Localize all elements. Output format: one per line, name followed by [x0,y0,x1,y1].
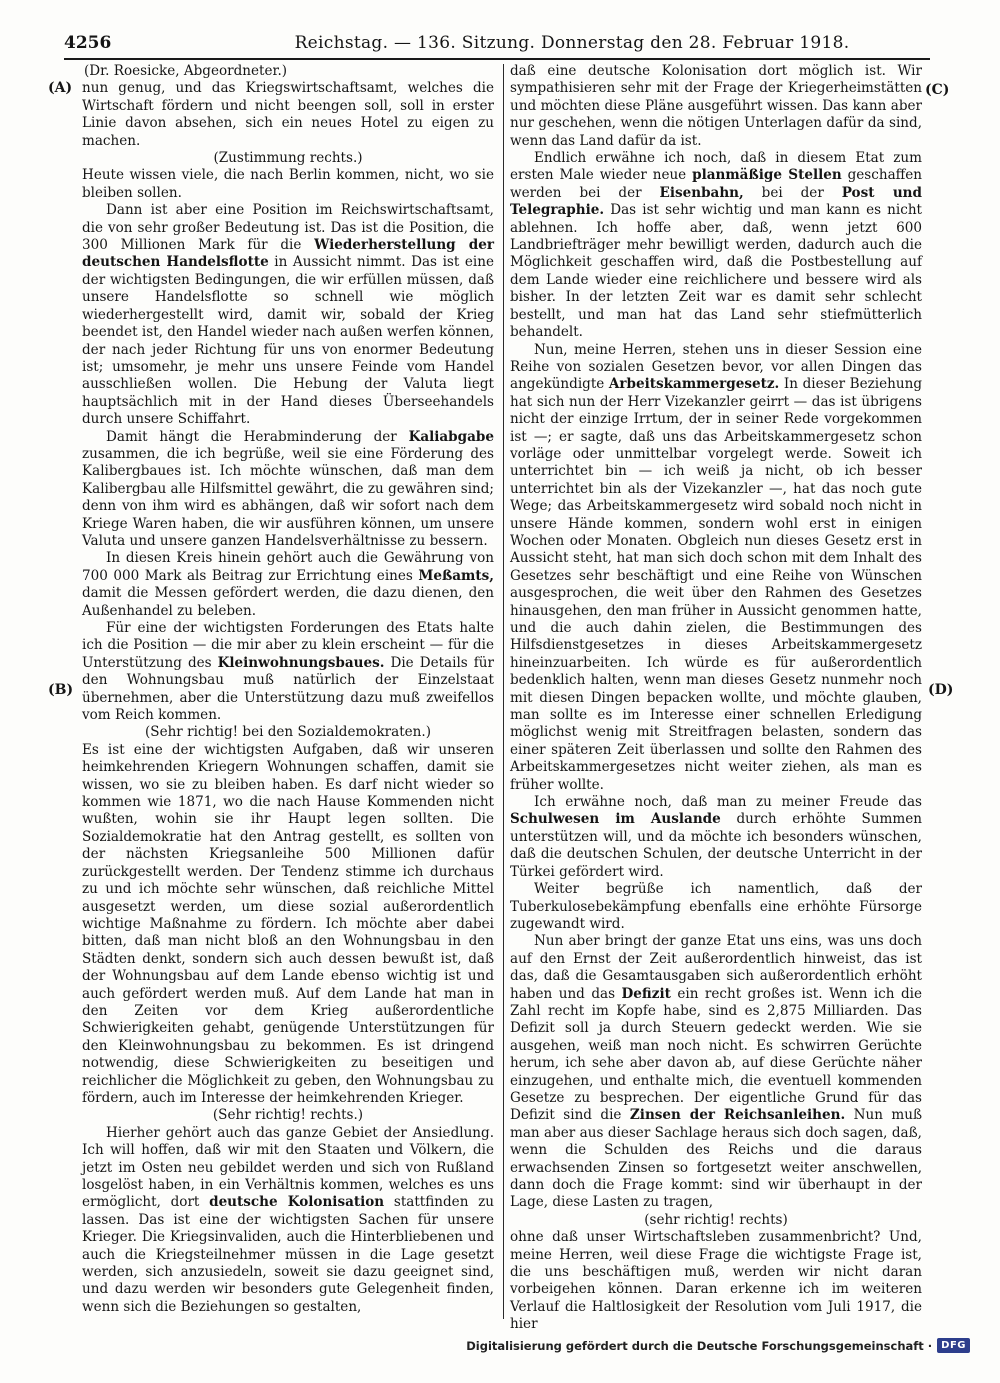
paragraph: In diesen Kreis hinein gehört auch die Gewährung von 700 000 Mark als Beitrag zur Errichtung eines Meßamts, damit die Messen gefördert werden, die dazu dienen, den Außenhandel zu beleben. [82,550,494,619]
dfg-logo: DFG [937,1338,970,1353]
emphasis: deutsche Kolonisation [209,1194,385,1211]
header-rule [64,58,930,60]
interjection: (Sehr richtig! rechts.) [212,1107,364,1124]
emphasis: Schulwesen im Auslande [510,811,721,828]
margin-mark-d: (D) [928,682,954,698]
paragraph: Nun aber bringt der ganze Etat uns eins, was uns doch auf den Ernst der Zeit außerordentlich hinweist, das ist das, daß die Gesamtausgaben sich außerordentlich erhöht haben und das Defizit ein recht großes ist. Wenn ich die Zahl recht im Kopfe habe, sind es 2,875 Milliarden. Das Defizit soll ja durch Steuern gedeckt werden. Wie sie ausgehen, weiß man noch nicht. Es schwirren Gerüchte herum, ich sehe aber davon ab, auf diese Gerüchte näher einzugehen, und enthalte mich, die eventuell kommenden Gesetze zu besprechen. Der eigentliche Grund für das Defizit sind die Zinsen der Reichsanleihen. Nun muß man aber aus dieser Sachlage heraus sich doch sagen, daß, wenn die Schulden des Reichs und die daraus erwachsenden Zinsen so fortgesetzt weiter anschwellen, dann doch die Frage kommt: sind wir überhaupt in der Lage, diese Lasten zu tragen, [510,933,923,1211]
column-divider [503,64,504,1319]
footer-credit: Digitalisierung gefördert durch die Deutsche Forschungsgemeinschaft · [466,1338,933,1353]
emphasis: Eisenbahn, [659,184,744,201]
emphasis: planmäßige Stellen [692,167,842,184]
right-column [510,63,922,1334]
margin-mark-c: (C) [925,82,950,98]
interjection: (Sehr richtig! bei den Sozialdemokraten.) [145,724,431,741]
digitization-footer [466,1338,970,1353]
paragraph: daß eine deutsche Kolonisation dort möglich ist. Wir sympathisieren sehr mit der Frage der Kriegerheimstätten und möchten diese Pläne ausgeführt wissen. Das kann aber nur geschehen, wenn die nötigen Unterlagen dafür da sind, wenn das Land dafür da ist. [510,63,922,149]
paragraph: Heute wissen viele, die nach Berlin kommen, nicht, wo sie bleiben sollen. [82,167,494,201]
paragraph: Hierher gehört auch das ganze Gebiet der Ansiedlung. Ich will hoffen, daß wir mit den Staaten und Völkern, die jetzt im Osten neu gebildet werden und sich von Rußland losgelöst haben, in ein Verhältnis kommen, welches es uns ermöglicht, dort deutsche Kolonisation stattfinden zu lassen. Das ist eine der wichtigsten Sachen für unsere Krieger. Die Kriegsinvaliden, auch die Hinterbliebenen und auch die Kriegsteilnehmer müssen in die Lage gesetzt werden, sich anzusiedeln, soweit sie dazu geeignet sind, und dazu werden wir besonders gute Gelegenheit finden, wenn sich die Beziehungen so gestalten, [82,1124,494,1315]
paragraph: Weiter begrüße ich namentlich, daß der Tuberkulosebekämpfung ebenfalls eine erhöhte Fürsorge zugewandt wird. [510,881,922,932]
paragraph: Dann ist aber eine Position im Reichswirtschaftsamt, die von sehr großer Bedeutung ist. Das ist die Position, die 300 Millionen Mark für die Wiederherstellung der deutschen Handelsflotte in Aussicht nimmt. Das ist eine der wichtigsten Bedingungen, die wir erfüllen müssen, daß unsere Handelsflotte so schnell wie möglich wiederhergestellt wird, damit wir, sobald der Krieg beendet ist, den Handel wieder nach außen werfen können, der nach jeder Richtung für uns von enormer Bedeutung ist; umsomehr, je mehr uns unsere Feinde vom Handel ausschließen wollen. Die Hebung der Valuta liegt hauptsächlich mit in der Hand dieses Überseehandels durch unsere Schiffahrt. [82,202,494,428]
emphasis: Meßamts, [418,567,494,584]
margin-mark-b: (B) [48,682,74,698]
running-title: Reichstag. — 136. Sitzung. Donnerstag den 28. Februar 1918. [294,33,850,53]
interjection: (sehr richtig! rechts) [644,1211,788,1228]
paragraph: Es ist eine der wichtigsten Aufgaben, daß wir unseren heimkehrenden Kriegern Wohnungen schaffen, damit sie wissen, wo sie zu bleiben haben. Es darf nicht wieder so kommen wie 1871, wo die nach Hause Kommenden nicht wußten, wohin sie ihr Haupt legen sollten. Die Sozialdemokratie hat den Antrag gestellt, es sollten von der nächsten Kriegsanleihe 500 Millionen dafür zurückgestellt werden. Der Tendenz stimme ich durchaus zu und ich möchte sehr wünschen, daß reichliche Mittel ausgesetzt werden, um diese sozial außerordentlich wichtige Maßnahme zu fördern. Ich möchte aber dabei bitten, daß man nicht bloß an den Wohnungsbau in den Städten denkt, sondern sich auch dessen bewußt ist, daß der Wohnungsbau auf dem Lande ebenso wichtig ist und auch gefördert werden muß. Auf dem Lande hat man in den Zeiten vor dem Krieg außerordentliche Schwierigkeiten gehabt, genügende Unterstützungen für den Kleinwohnungsbau zu bekommen. Es ist dringend notwendig, diese Schwierigkeiten zu beseitigen und reichlicher die Möglichkeit zu geben, den Wohnungsbau zu fördern, auch im Interesse der heimkehrenden Krieger. [82,741,494,1106]
emphasis: Kleinwohnungsbaues. [217,654,385,671]
paragraph: ohne daß unser Wirtschaftsleben zusammenbricht? Und, meine Herren, weil diese Frage die wichtigste Frage ist, die uns beschäftigen muß, werden wir nicht daran vorbeigehen können. Daran erkenne ich im weiteren Verlauf die Haltlosigkeit der Resolution vom Juli 1917, die hier [510,1229,922,1333]
paragraph: nun genug, und das Kriegswirtschaftsamt, welches die Wirtschaft fördern und nicht beengen soll, soll in erster Linie davon absehen, sich ein neues Hotel zu eigen zu machen. [82,80,494,149]
margin-mark-a: (A) [48,80,73,96]
emphasis: Kaliabgabe [408,428,494,445]
paragraph: Endlich erwähne ich noch, daß in diesem Etat zum ersten Male wieder neue planmäßige Stellen geschaffen werden bei der Eisenbahn, bei der Post und Telegraphie. Das ist sehr wichtig und man kann es nicht ablehnen. Ich hoffe aber, daß, wenn jetzt 600 Landbriefträger mehr bewilligt werden, dadurch auch die Möglichkeit geschaffen wird, daß die Postbestellung auf dem Lande wieder eine reichlichere und bessere wird als bisher. In der letzten Zeit war es damit sehr schlecht bestellt, und man hat das Land sehr stiefmütterlich behandelt. [510,150,923,341]
left-column [82,63,494,1316]
emphasis: Wiederherstellung der deutschen Handelsflotte [82,237,494,271]
page-header [64,30,930,56]
paragraph: Nun, meine Herren, stehen uns in dieser Session eine Reihe von sozialen Gesetzen bevor, vor allen Dingen das angekündigte Arbeitskammergesetz. In dieser Beziehung hat sich nun der Herr Vizekanzler geirrt — das ist übrigens nicht der einzige Irrtum, der in seiner Rede vorgekommen ist —; er sagte, daß uns das Arbeitskammergesetz schon vorläge oder unmittelbar vorgelegt werde. Soweit ich unterrichtet bin — ich weiß ja nicht, ob ich besser unterrichtet bin als der Vizekanzler —, hat das noch gute Wege; das Arbeitskammergesetz wird sobald noch nicht in unsere Hände kommen, sondern wohl erst in einigen Wochen oder Monaten. Obgleich nun dieses Gesetz erst in Aussicht steht, hat man sich doch schon mit dem Inhalt des Gesetzes sehr beschäftigt und eine Reihe von Wünschen ausgesprochen, die weit über den Rahmen des Gesetzes hinausgehen, den man früher in Aussicht genommen hatte, und die auch dahin zielen, die Bestimmungen des Hilfsdienstgesetzes in dieses Arbeitskammergesetz hineinzuarbeiten. Ich würde es für außerordentlich bedenklich halten, wenn man dieses Gesetz nunmehr noch mit diesen Dingen bepacken wollte, und möchte glauben, man sollte es im Interesse einer schnellen Erledigung möglichst wenig mit Streitfragen belasten, sondern das einer späteren Zeit überlassen und sollte den Rahmen des Arbeitskammergesetzes nicht weiter ziehen, als man es früher wollte. [510,341,922,793]
interjection: (Zustimmung rechts.) [213,150,363,167]
page-number: 4256 [64,33,112,53]
emphasis: Post und Telegraphie. [510,184,922,219]
emphasis: Defizit [621,985,671,1002]
emphasis: Zinsen der Reichsanleihen. [629,1107,846,1124]
paragraph: Ich erwähne noch, daß man zu meiner Freude das Schulwesen im Auslande durch erhöhte Summen unterstützen will, und da möchte ich besonders wünschen, daß die deutschen Schulen, der deutsche Unterricht in der Türkei gefördert wird. [510,794,922,880]
speaker-attribution: (Dr. Roesicke, Abgeordneter.) [84,63,288,79]
paragraph: Für eine der wichtigsten Forderungen des Etats halte ich die Position — die mir aber zu klein erscheint — für die Unterstützung des Kleinwohnungsbaues. Die Details für den Wohnungsbau muß natürlich der Einzelstaat übernehmen, aber die Unterstützung dazu muß zweifellos vom Reich kommen. [82,620,494,724]
emphasis: Arbeitskammergesetz. [608,376,780,393]
paragraph: Damit hängt die Herabminderung der Kaliabgabe zusammen, die ich begrüße, weil sie eine Förderung des Kalibergbaues ist. Ich möchte wünschen, daß man dem Kalibergbau alle Hilfsmittel gewährt, die zu gewähren sind; denn von ihm wird es abhängen, daß wir sofort nach dem Kriege Waren haben, die wir ausführen können, um unsere Valuta und unsere ganzen Handelsverhältnisse zu bessern. [82,428,494,549]
